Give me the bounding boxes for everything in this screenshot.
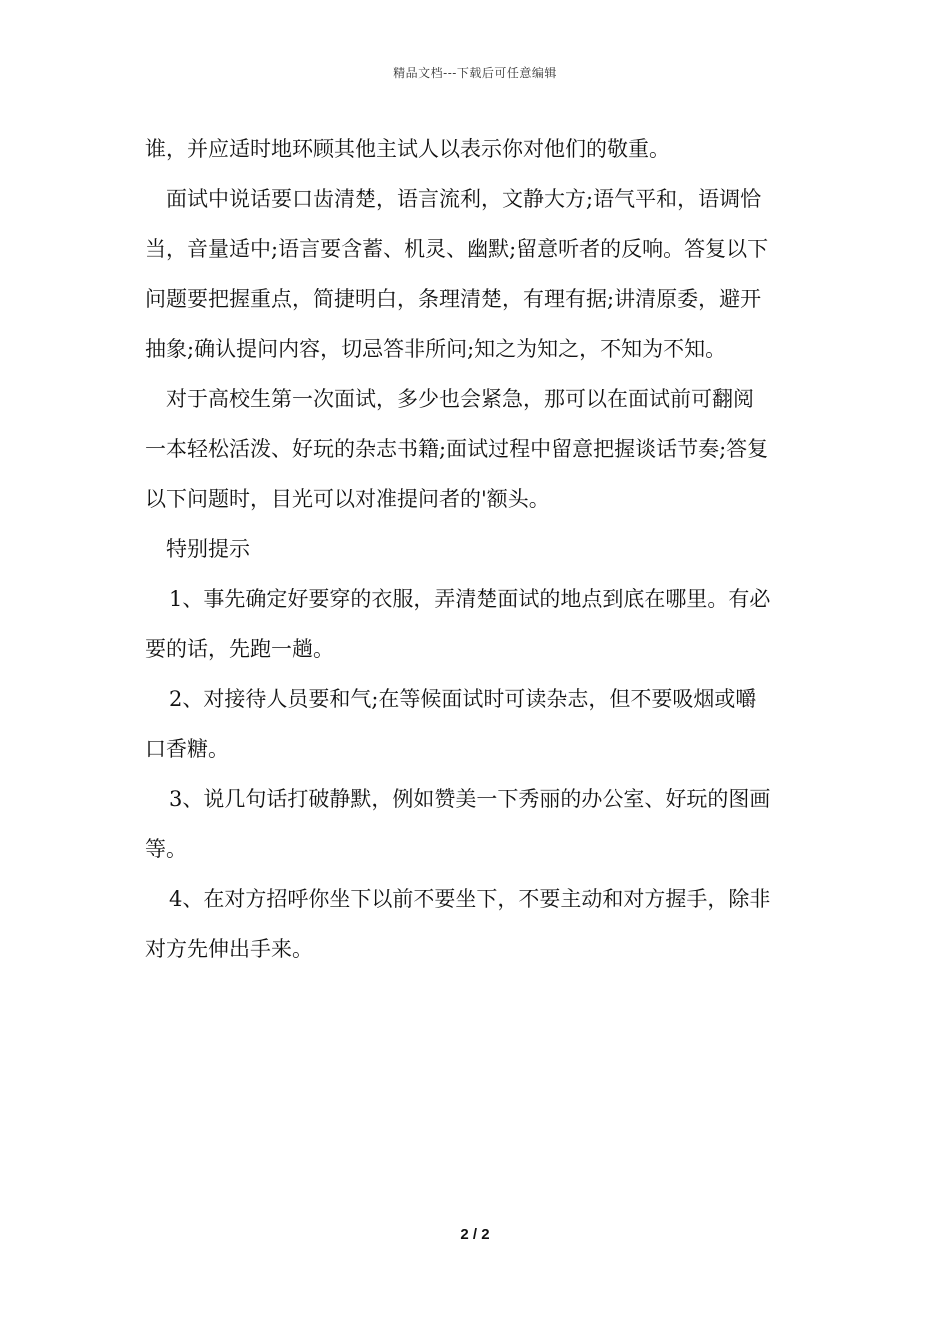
text-line: 当，音量适中;语言要含蓄、机灵、幽默;留意听者的反响。答复以下 (145, 237, 769, 261)
text-line: 一本轻松活泼、好玩的杂志书籍;面试过程中留意把握谈话节奏;答复 (145, 437, 769, 461)
document-body (145, 124, 810, 974)
text-line: 谁，并应适时地环顾其他主试人以表示你对他们的敬重。 (145, 137, 670, 161)
list-item: 4、在对方招呼你坐下以前不要坐下，不要主动和对方握手，除非 (169, 887, 771, 911)
section-heading: 特别提示 (166, 537, 250, 561)
page-number: 2 / 2 (460, 1226, 490, 1243)
text-line: 以下问题时，目光可以对准提问者的'额头。 (145, 487, 550, 511)
list-item: 1、事先确定好要穿的衣服，弄清楚面试的地点到底在哪里。有必 (169, 587, 771, 611)
list-item: 2、对接待人员要和气;在等候面试时可读杂志，但不要吸烟或嚼 (169, 687, 757, 711)
text-line: 问题要把握重点，简捷明白，条理清楚，有理有据;讲清原委，避开 (145, 287, 762, 311)
text-line: 面试中说话要口齿清楚，语言流利，文静大方;语气平和，语调恰 (166, 187, 762, 211)
text-line: 口香糖。 (145, 737, 229, 761)
text-line: 对方先伸出手来。 (145, 937, 313, 961)
text-line: 等。 (145, 837, 187, 861)
text-line: 对于高校生第一次面试，多少也会紧急，那可以在面试前可翻阅 (166, 387, 754, 411)
page-header: 精品文档---下载后可任意编辑 (393, 66, 557, 80)
text-line: 抽象;确认提问内容，切忌答非所问;知之为知之，不知为不知。 (145, 337, 727, 361)
list-item: 3、说几句话打破静默，例如赞美一下秀丽的办公室、好玩的图画 (169, 787, 771, 811)
text-line: 要的话，先跑一趟。 (145, 637, 334, 661)
